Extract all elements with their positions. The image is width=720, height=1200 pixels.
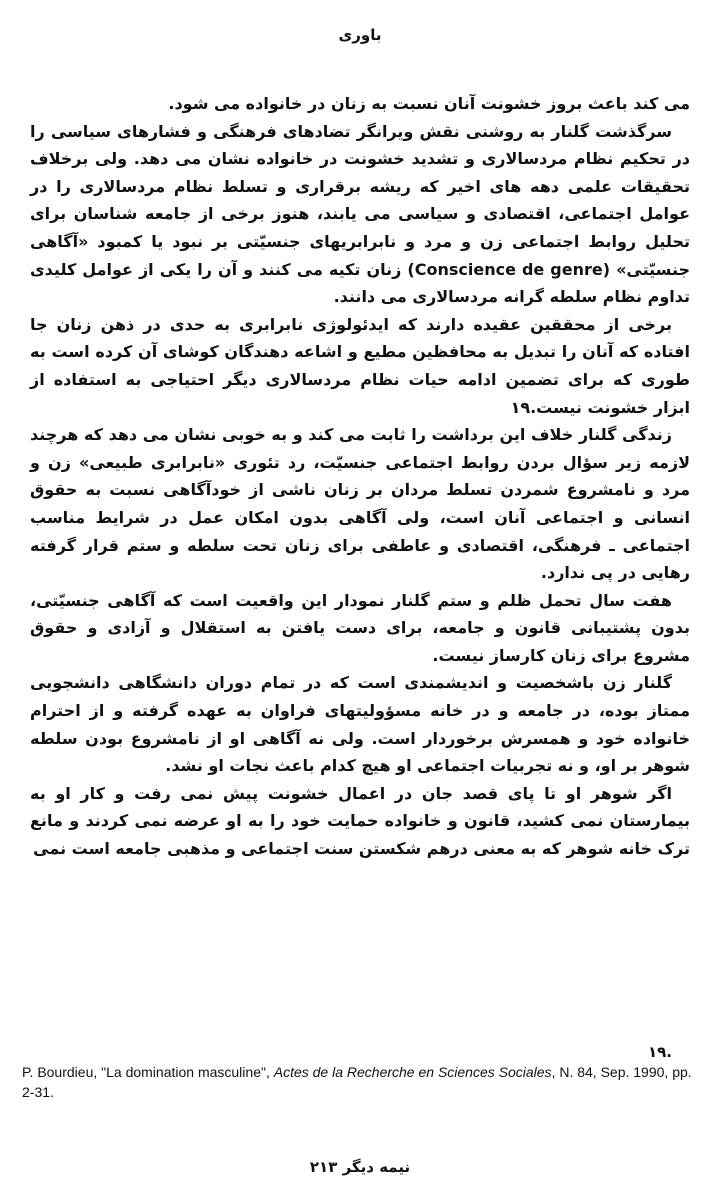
page-footer: نیمه دیگر ۲۱۳: [309, 1158, 411, 1176]
footnote-citation: [22, 1062, 692, 1102]
footnote-number: ۱۹.: [647, 1043, 672, 1061]
body-text: [30, 90, 690, 863]
running-header: باوری: [338, 26, 382, 44]
paragraph-2: سرگذشت گلنار به روشنی نقش ویرانگر تضادهای فرهنگی و فشارهای سیاسی را در تحکیم نظام مردسالاری و تشدید خشونت در خانواده نشان می دهد. ولی برخلاف تحقیقات علمی دهه های اخیر که ریشه برقراری و تسلط نظام مردسالاری را در عوامل اجتماعی، اقتصادی و سیاسی می یابند، هنوز برخی از جامعه شناسان برای تحلیل روابط اجتماعی زن و مرد و نابرابریهای جنسیّتی بر نبود یا کمبود «آگاهی جنسیّتی» (Conscience de genre) زنان تکیه می کنند و آن را یکی از عوامل کلیدی تداوم نظام سلطه گرانه مردسالاری می دانند.: [30, 121, 691, 307]
footnote-journal: Actes de la Recherche en Sciences Sociales: [273, 1064, 552, 1080]
footnote-details: , N. 84, Sep. 1990, pp. 2-31.: [22, 1064, 692, 1100]
paragraph-6: گلنار زن باشخصیت و اندیشمندی است که در تمام دوران دانشگاهی دانشجویی ممتاز بوده، در جامعه و در خانه مسؤولیتهای فراوان به عهده گرفته و از احترام خانواده خود و همسرش برخوردار است. ولی نه آگاهی او از نامشروع بودن سلطه شوهر بر او، و نه تجربیات اجتماعی او هیچ کدام باعث نجات او نشد.: [30, 673, 690, 776]
footnote-article: "La domination masculine",: [101, 1064, 274, 1080]
paragraph-3: برخی از محققین عقیده دارند که ایدئولوژی نابرابری به حدی در ذهن زنان جا افتاده که آنان را تبدیل به محافظین مطیع و اشاعه دهندگان کوشای آن کرده است به طوری که برای تضمین ادامه حیات نظام مردسالاری دیگر احتیاجی به استفاده از ابزار خشونت نیست.۱۹: [30, 314, 690, 417]
paragraph-4: زندگی گلنار خلاف این برداشت را ثابت می کند و به خوبی نشان می دهد که هرچند لازمه زیر سؤال بردن روابط اجتماعی جنسیّت، رد تئوری «نابرابری طبیعی» زن و مرد و نامشروع شمردن تسلط مردان بر زنان ناشی از خودآگاهی نسبت به حقوق انسانی و اجتماعی آنان است، ولی آگاهی بدون امکان عمل در شرایط مناسب اجتماعی ـ فرهنگی، اقتصادی و عاطفی برای زنان تحت سلطه و ستم قرار گرفته رهایی در پی ندارد.: [30, 425, 690, 583]
paragraph-5: هفت سال تحمل ظلم و ستم گلنار نمودار این واقعیت است که آگاهی جنسیّتی، بدون پشتیبانی قانون و جامعه، برای دست یافتن به استقلال و آزادی و حقوق مشروع برای زنان کارساز نیست.: [30, 590, 690, 665]
paragraph-1: می کند باعث بروز خشونت آنان نسبت به زنان در خانواده می شود.: [168, 94, 690, 113]
paragraph-7: اگر شوهر او تا پای قصد جان در اعمال خشونت پیش نمی رفت و کار او به بیمارستان نمی کشید، قانون و خانواده حمایت خود را به او عرضه نمی کردند و مانع ترک خانه شوهر که به معنی درهم شکستن سنت اجتماعی و مذهبی جامعه است نمی: [30, 783, 690, 859]
footnote-author: P. Bourdieu,: [22, 1064, 102, 1080]
